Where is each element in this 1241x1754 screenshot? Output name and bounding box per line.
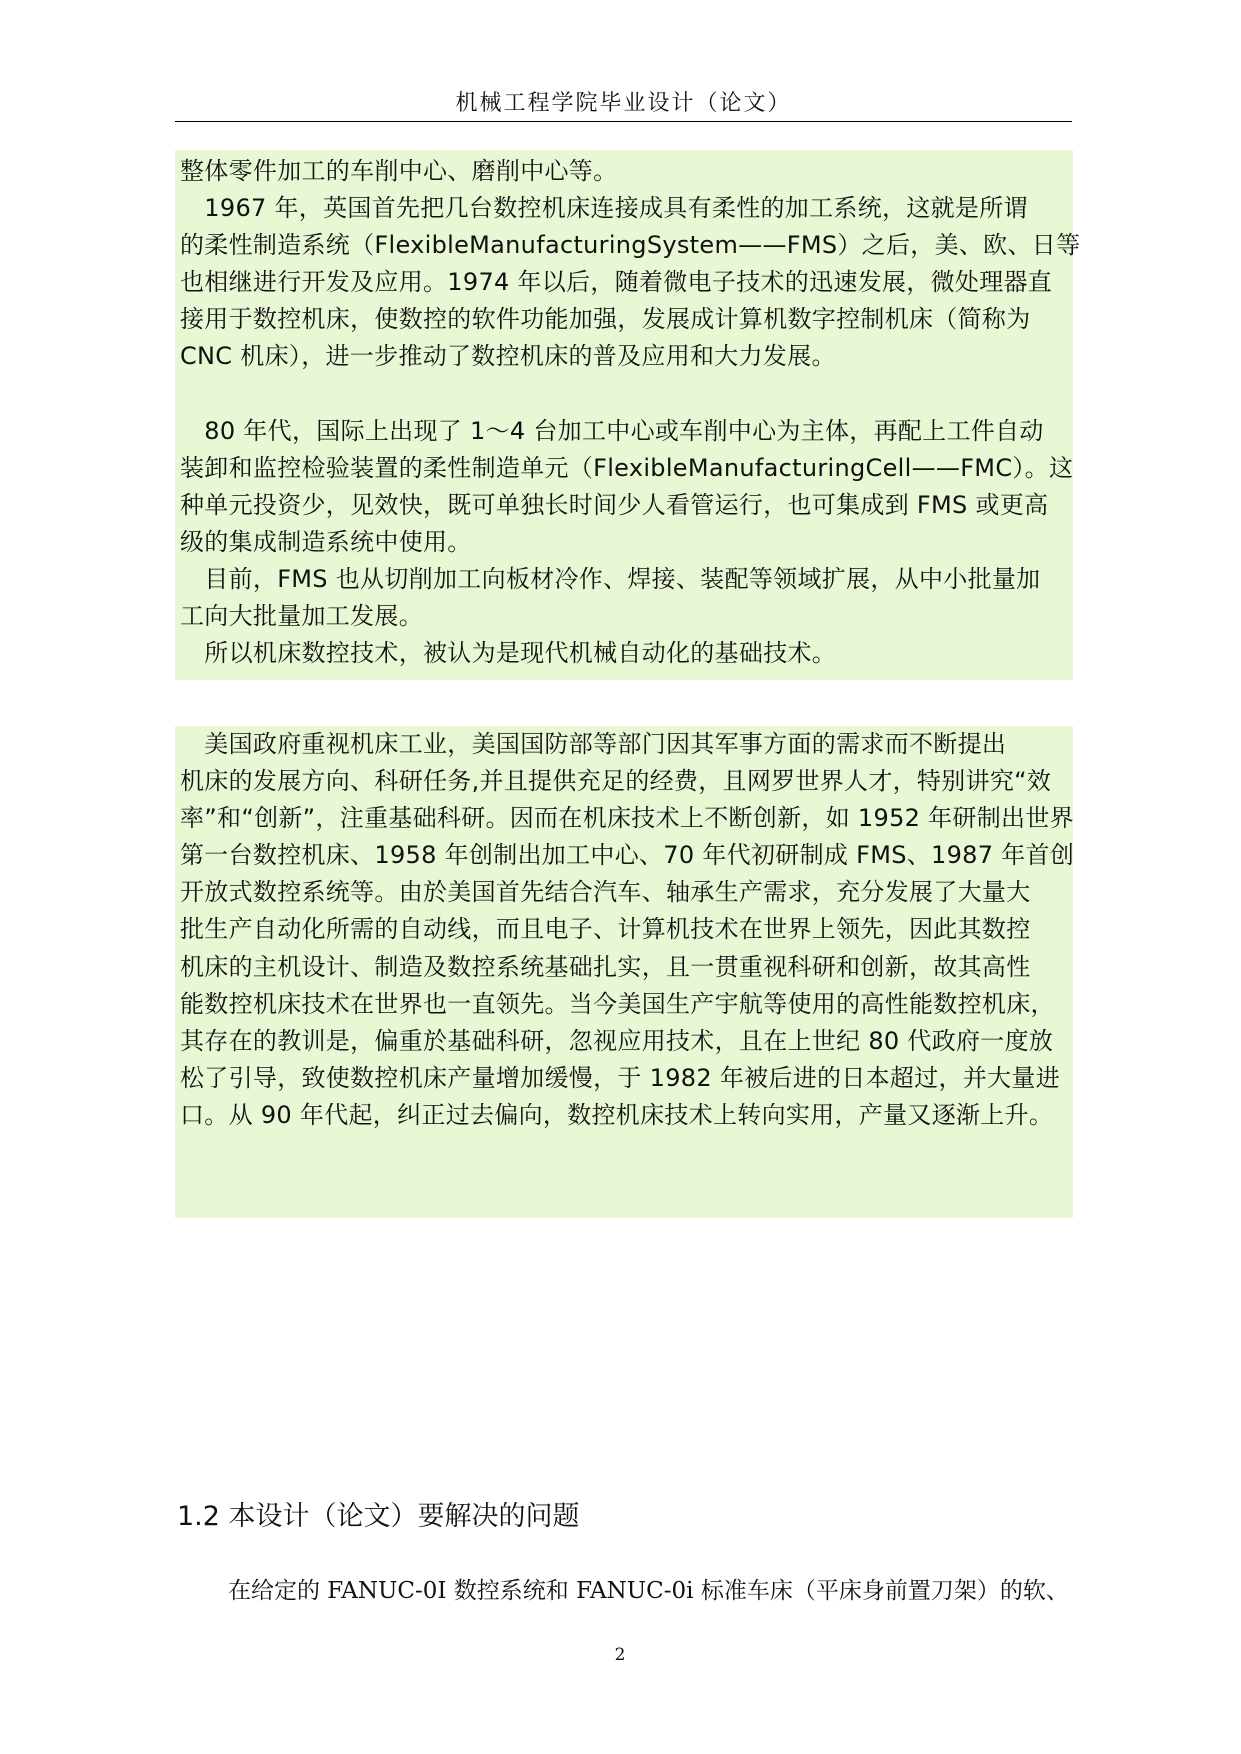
- page-number: 2: [614, 1645, 626, 1665]
- text-line: 整体零件加工的车削中心、磨削中心等。: [180, 157, 618, 185]
- body-paragraph: 在给定的 FANUC-0I 数控系统和 FANUC-0i 标准车床（平床身前置刀架）的软、: [228, 1578, 1069, 1604]
- text-line: 口。从 90 年代起，纠正过去偏向，数控机床技术上转向实用，产量又逐渐上升。: [180, 1101, 1054, 1129]
- text-line: 率”和“创新”，注重基础科研。因而在机床技术上不断创新，如 1952 年研制出世界: [180, 804, 1074, 832]
- text-line: 能数控机床技术在世界也一直领先。当今美国生产宇航等使用的高性能数控机床，: [180, 990, 1055, 1018]
- text-line: 装卸和监控检验装置的柔性制造单元（FlexibleManufacturingCell——FMC）。这: [180, 454, 1074, 482]
- text-line: 80 年代，国际上出现了 1～4 台加工中心或车削中心为主体，再配上工件自动: [180, 417, 1044, 445]
- text-line: 的柔性制造系统（FlexibleManufacturingSystem——FMS）之后，美、欧、日等: [180, 231, 1081, 259]
- text-line: 目前，FMS 也从切削加工向板材冷作、焊接、装配等领域扩展，从中小批量加: [180, 565, 1041, 593]
- text-line: 松了引导，致使数控机床产量增加缓慢，于 1982 年被后进的日本超过，并大量进: [180, 1064, 1061, 1092]
- page-header: 机械工程学院毕业设计（论文）: [455, 91, 792, 116]
- text-line: 工向大批量加工发展。: [180, 602, 423, 630]
- text-line: 机床的发展方向、科研任务,并且提供充足的经费，且网罗世界人才，特别讲究“效: [180, 767, 1052, 795]
- text-line: 接用于数控机床，使数控的软件功能加强，发展成计算机数字控制机床（简称为: [180, 305, 1031, 333]
- text-line: 第一台数控机床、1958 年创制出加工中心、70 年代初研制成 FMS、1987 年首创: [180, 841, 1075, 869]
- text-line: 种单元投资少，见效快，既可单独长时间少人看管运行，也可集成到 FMS 或更高: [180, 491, 1049, 519]
- text-line: 美国政府重视机床工业，美国国防部等部门因其军事方面的需求而不断提出: [180, 730, 1007, 758]
- text-line: 级的集成制造系统中使用。: [180, 528, 472, 556]
- text-line: 批生产自动化所需的自动线，而且电子、计算机技术在世界上领先，因此其数控: [180, 915, 1031, 943]
- header-divider: [175, 121, 1072, 122]
- text-line: 所以机床数控技术，被认为是现代机械自动化的基础技术。: [180, 639, 837, 667]
- text-line: 其存在的教训是，偏重於基础科研，忽视应用技术，且在上世纪 80 代政府一度放: [180, 1027, 1054, 1055]
- text-line: CNC 机床），进一步推动了数控机床的普及应用和大力发展。: [180, 342, 836, 370]
- text-line: 机床的主机设计、制造及数控系统基础扎实，且一贯重视科研和创新，故其高性: [180, 953, 1031, 981]
- text-line: 也相继进行开发及应用。1974 年以后，随着微电子技术的迅速发展，微处理器直: [180, 268, 1053, 296]
- text-line: 开放式数控系统等。由於美国首先结合汽车、轴承生产需求，充分发展了大量大: [180, 878, 1031, 906]
- section-heading: 1.2 本设计（论文）要解决的问题: [177, 1501, 580, 1532]
- text-line: 1967 年，英国首先把几台数控机床连接成具有柔性的加工系统，这就是所谓: [180, 194, 1028, 222]
